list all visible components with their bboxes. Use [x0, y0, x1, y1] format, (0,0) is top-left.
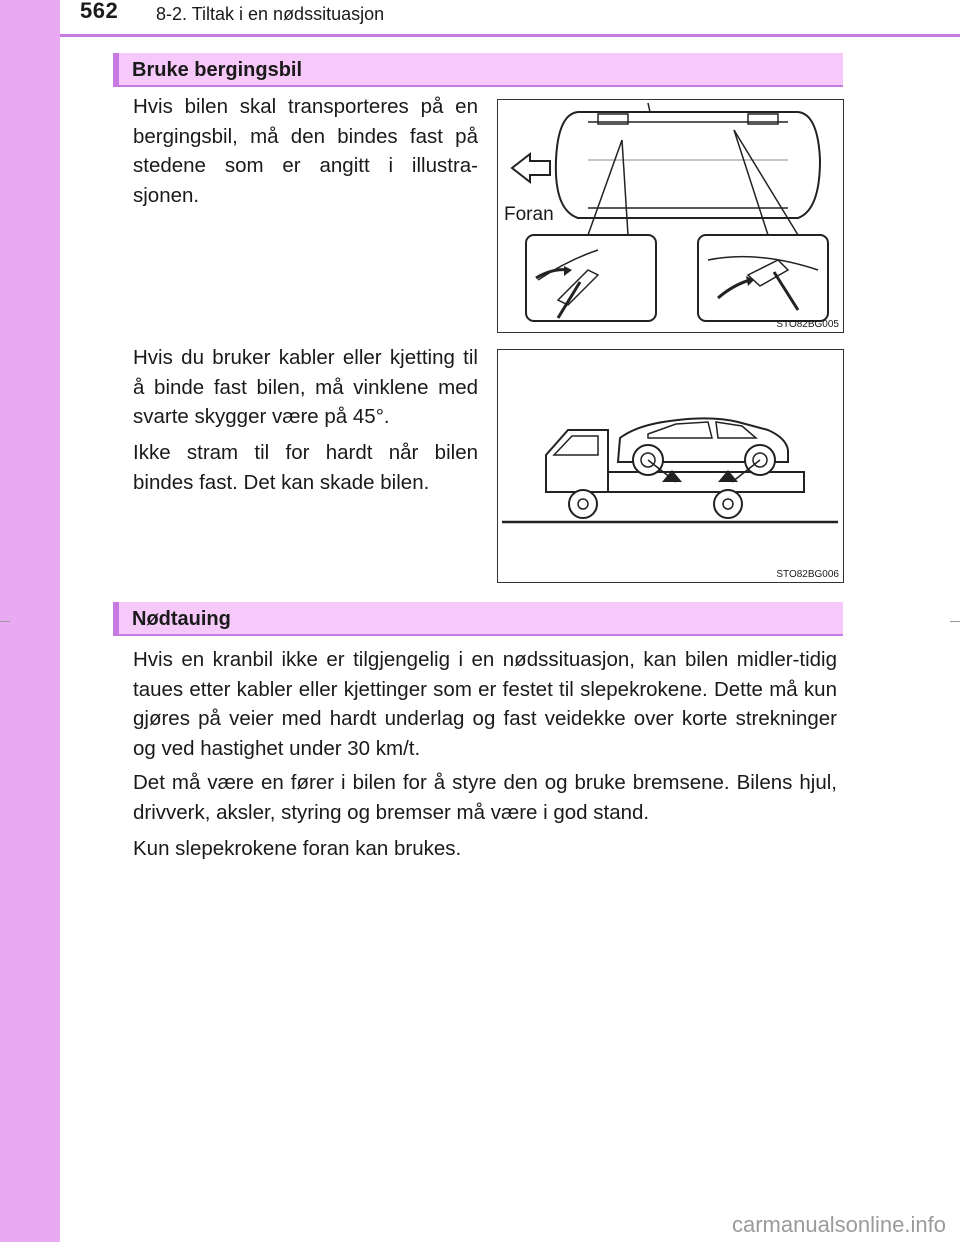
figure-code: STO82BG006 — [776, 569, 839, 580]
paragraph-front-hooks: Kun slepekrokene foran kan brukes. — [133, 837, 462, 860]
running-head: 8-2. Tiltak i en nødssituasjon — [156, 4, 385, 24]
page-number: 562 — [80, 0, 119, 23]
header-rule — [60, 34, 960, 37]
section-header-bruke-bergingsbil — [113, 53, 843, 87]
paragraph-emergency-towing: Hvis en kranbil ikke er tilgjengelig i en nødssituasjon, kan bilen midler-tidig taues etter kabler eller kjettinger som er festet til slepekrokene. Dette må kun gjøres på veier med hardt underlag og fast veidekke over korte strekninger og ved hastighet under 30 km/t. — [133, 648, 837, 760]
arrow-left-icon — [512, 154, 550, 182]
crop-mark-right — [950, 621, 960, 622]
section-title: Nødtauing — [132, 608, 231, 630]
crop-mark-left — [0, 621, 10, 622]
paragraph-angles: Hvis du bruker kabler eller kjetting til å binde fast bilen, må vinklene med svarte skygger være på 45°. — [133, 346, 478, 428]
watermark: carmanualsonline.info — [731, 1212, 946, 1237]
figure-tie-down-points — [497, 99, 844, 333]
figure-flatbed-truck — [497, 349, 844, 583]
figure-code: STO82BG005 — [776, 319, 839, 330]
figure-label-front: Foran — [504, 204, 554, 225]
section-header-nodtauing — [113, 602, 843, 636]
flatbed-truck-illustration — [498, 350, 843, 582]
paragraph-driver-required: Det må være en fører i bilen for å styre den og bruke bremsene. Bilens hjul, drivverk, aksler, styring og bremser må være i god stand. — [133, 771, 837, 824]
paragraph-tighten: Ikke stram til for hardt når bilen bindes fast. Det kan skade bilen. — [133, 441, 478, 494]
paragraph-transport: Hvis bilen skal transporteres på en bergingsbil, må den bindes fast på stedene som er angitt i illustra-sjonen. — [133, 95, 478, 207]
section-title: Bruke bergingsbil — [132, 59, 303, 81]
